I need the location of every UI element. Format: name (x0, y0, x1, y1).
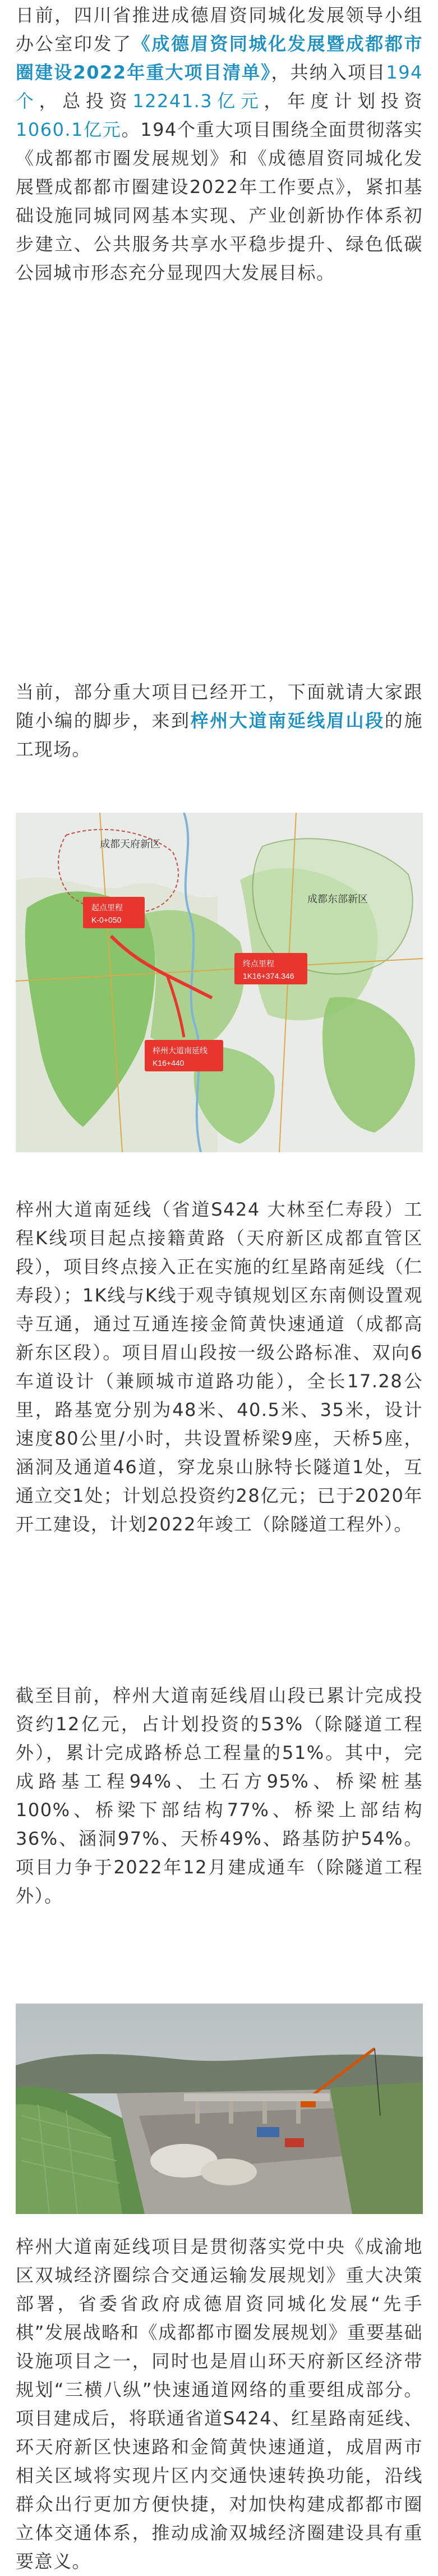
site-text-2: 的施工现场。 (16, 710, 423, 760)
site-text-1: 当前，部分重大项目已经开工，下面就请大家跟随小编的脚步，来到 (16, 681, 423, 731)
construction-photo (16, 2004, 423, 2214)
map-label-mid-km: K16+440 (153, 1058, 185, 1067)
intro-text-4: ，年度计划投资 (264, 90, 423, 112)
project-list-title: 《成德眉资同城化发展暨成都都市圈建设2022年重大项目清单》 (16, 33, 423, 83)
intro-text-5: 。194个重大项目围绕全面贯彻落实《成都都市圈发展规划》和《成德眉资同城化发展暨成都都市圈建设2022年工作要点》，紧扣基础设施同城同网基本实现、产业创新协作体系初步建立、公共服务共享水平稳步提升、绿色低碳公园城市形态充分显现四大发展目标。 (16, 119, 423, 283)
map-label-end-km: 1K16+374.346 (243, 971, 294, 980)
site-place-name: 梓州大道南延线眉山段 (190, 710, 385, 731)
paragraph-significance: 梓州大道南延线项目是贯彻落实党中央《成渝地区双城经济圈综合交通运输发展规划》重大决策部署，省委省政府成德眉资同城化发展“先手棋”发展战略和《成都都市圈发展规划》重要基础设施项目之一，同时也是眉山环天府新区经济带规划“三横八纵”快速通道网络的重要组成部分。项目建成后，将联通省道S424、红星路南延线、环天府新区快速路和金简黄快速通道，成眉两市相关区域将实现片区内交通快速转换功能，沿线群众出行更加方便快捷，对加快构建成都都市圈立体交通体系，推动成渝双城经济圈建设具有重要意义。 (16, 2236, 423, 2572)
paragraph-progress: 截至目前，梓州大道南延线眉山段已累计完成投资约12亿元，占计划投资的53%（除隧道工程外），累计完成路桥总工程量的51%。其中，完成路基工程94%、土石方95%、桥梁桩基100%、桥梁下部结构77%、桥梁上部结构36%、涵洞97%、天桥49%、路基防护54%。项目力争于2022年12月建成通车（除隧道工程外）。 (16, 1685, 423, 1906)
intro-text-2: ，共纳入项目 (271, 62, 386, 83)
annual-investment: 1060.1亿元 (16, 119, 122, 140)
route-map-image (16, 813, 423, 1152)
map-label-east: 成都东部新区 (307, 893, 368, 905)
paragraph-site-visit (16, 678, 423, 764)
intro-text-1: 日前，四川省推进成德眉资同城化发展领导小组办公室印发了 (16, 4, 423, 54)
map-label-start: 起点里程 (91, 903, 123, 912)
map-label-start-km: K-0+050 (91, 915, 122, 924)
intro-text-3: ，总投资 (39, 90, 133, 112)
project-count: 194个 (16, 62, 423, 112)
map-label-mid: 梓州大道南延线 (153, 1046, 208, 1055)
paragraph-project-description: 梓州大道南延线（省道S424 大林至仁寿段）工程K线项目起点接籍黄路（天府新区成都直管区段），项目终点接入正在实施的红星路南延线（仁寿段）；1K线与K线于观寺镇规划区东南侧设置观寺互通，通过互通连接金简黄快速通道（成都高新东区段）。项目眉山段按一级公路标准、双向6车道设计（兼顾城市道路功能），全长17.28公里，路基宽分别为48米、40.5米、35米，设计速度80公里/小时，共设置桥梁9座，天桥5座，涵洞及通道46道，穿龙泉山脉特长隧道1处，互通立交1处；计划总投资约28亿元；已于2020年开工建设，计划2022年竣工（除隧道工程外）。 (16, 1199, 423, 1535)
map-label-end: 终点里程 (243, 959, 274, 968)
map-label-tianfu: 成都天府新区 (100, 838, 160, 850)
total-investment: 12241.3亿元 (132, 90, 264, 112)
paragraph-intro (16, 1, 423, 287)
